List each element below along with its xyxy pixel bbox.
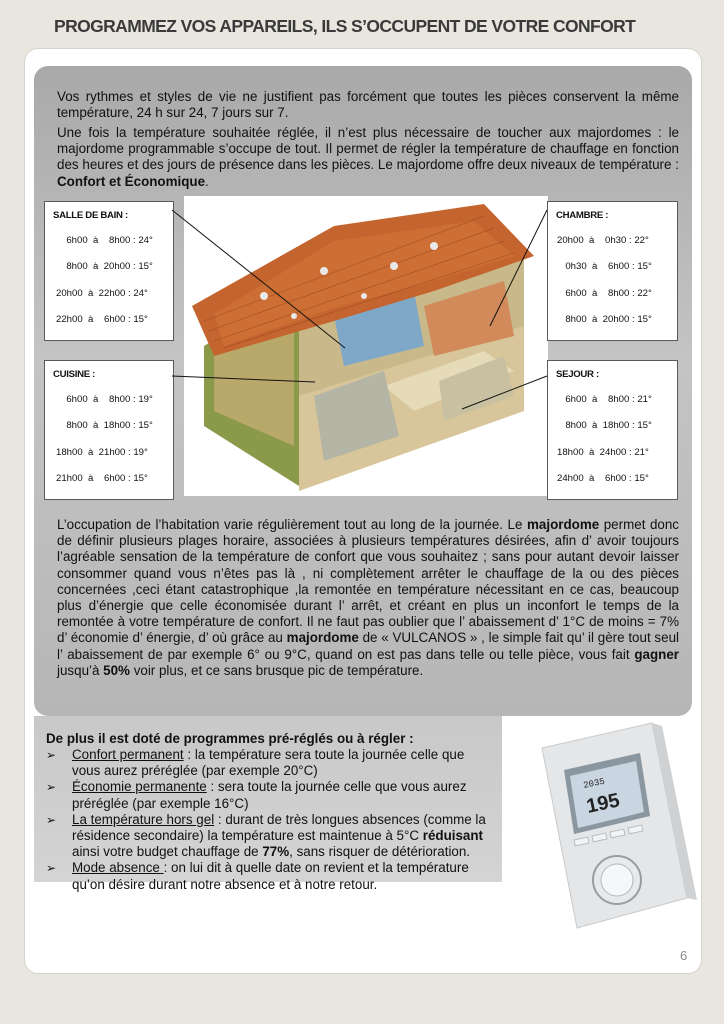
thermostat-display-main: 195 [584, 789, 622, 818]
arrow-bullet-icon: ➢ [46, 748, 57, 762]
page-title: PROGRAMMEZ VOS APPAREILS, ILS S’OCCUPENT DE VOTRE CONFORT [54, 16, 636, 36]
page-number: 6 [680, 948, 688, 963]
schedule-sejour [547, 360, 678, 500]
schedule-row: 20h00 à 0h30 : 22° [557, 235, 649, 246]
intro-text: Une fois la température souhaitée réglée, il n’est plus nécessaire de toucher aux majordomes : le majordome programmable s’occupe de tout. Il permet de régler la température de chauffage en fonction des heures et des jours de présence dans les pièces. Le majordome offre deux niveaux de température : [57, 125, 679, 173]
schedule-row: 22h00 à 6h00 : 15° [56, 314, 148, 325]
program-item [46, 747, 496, 779]
schedule-row: 6h00 à 8h00 : 19° [61, 394, 153, 405]
schedule-salle-de-bain [44, 201, 174, 341]
schedule-title: CUISINE : [53, 369, 96, 380]
house-illustration [184, 196, 548, 496]
schedule-row: 6h00 à 8h00 : 21° [560, 394, 652, 405]
schedule-row: 0h30 à 6h00 : 15° [560, 261, 652, 272]
arrow-bullet-icon: ➢ [46, 861, 57, 876]
schedule-cuisine [44, 360, 174, 500]
occupation-text: L’occupation de l’habitation varie régulièrement tout au long de la journée. Le [57, 517, 527, 532]
program-text: : sera toute la journée celle que vous aurez préréglée (par exemple 16°C) [72, 779, 467, 811]
program-text: ainsi votre budget chauffage de [72, 844, 263, 860]
schedule-row: 8h00 à 20h00 : 15° [560, 314, 652, 325]
arrow-bullet-icon: ➢ [46, 780, 57, 795]
schedule-row: 20h00 à 22h00 : 24° [56, 288, 148, 299]
occupation-text: de « VULCANOS » , le simple fait qu’ il gère tout seul l’ abaissement de par exemple 6° ou 9°C, quand on est pas dans telle ou telle pièce, vous fait [57, 630, 679, 662]
program-text: : on lui dit à quelle date on revient et la température qu’on désire durant notre absence et à notre retour. [72, 860, 469, 892]
schedule-title: SALLE DE BAIN : [53, 210, 128, 221]
program-text: : la température sera toute la journée celle que vous aurez préréglée (par exemple 20°C) [72, 747, 465, 779]
occupation-bold: majordome [527, 517, 600, 532]
program-item [46, 779, 496, 811]
intro-paragraph-2 [57, 125, 679, 190]
occupation-text: voir plus, et ce sans brusque pic de température. [129, 662, 424, 678]
program-item [46, 812, 496, 861]
schedule-row: 6h00 à 8h00 : 24° [61, 235, 153, 246]
intro-paragraph-1: Vos rythmes et styles de vie ne justifient pas forcément que toutes les pièces conservent la même température, 24 h sur 24, 7 jours sur 7. [57, 89, 679, 121]
program-label: La température hors gel [72, 811, 215, 827]
occupation-bold: 50% [103, 662, 130, 678]
schedule-chambre [547, 201, 678, 341]
occupation-paragraph [57, 517, 679, 679]
thermostat-photo [502, 718, 698, 938]
occupation-bold: majordome [286, 630, 359, 646]
program-bold: 77% [262, 844, 290, 860]
programs-heading: De plus il est doté de programmes pré-réglés ou à régler : [46, 731, 414, 746]
arrow-bullet-icon: ➢ [46, 812, 57, 827]
thermostat-display-top: 2035 [582, 776, 606, 791]
schedule-title: CHAMBRE : [556, 210, 609, 221]
schedule-row: 8h00 à 18h00 : 15° [61, 420, 153, 431]
program-label: Mode absence [72, 860, 164, 876]
schedule-title: SEJOUR : [556, 369, 599, 380]
intro-end: . [205, 173, 209, 189]
program-bold: réduisant [422, 828, 484, 844]
schedule-row: 21h00 à 6h00 : 15° [56, 473, 148, 484]
program-item [46, 860, 496, 892]
schedule-row: 18h00 à 21h00 : 19° [56, 447, 148, 458]
program-label: Confort permanent [72, 747, 184, 762]
schedule-row: 8h00 à 20h00 : 15° [61, 261, 153, 272]
programs-list [46, 747, 496, 893]
occupation-text: permet donc de définir plusieurs plages horaire, associées à plusieurs températures désirées, afin d’ avoir toujours l’agréable sensation de la température de confort que vous souhaitez ; sans pour autant devoir laisser consommer quand vous n’êtes pas là , ni complètement arrêter le chauffage de la ou des pièces concernées ,ceci étant catastrophique ,la remontée en température nécessitant en ce cas, beaucoup plus d’énergie que celle économisée durant l’ arrêt, et créant en plus un inconfort le temps de la remontée à votre température de confort. Il ne faut pas oublier que l’ abaissement d’ 1°C de moins = 7% d’ économie d’ énergie, d’ où grâce au [57, 517, 679, 646]
occupation-bold: gagner [634, 646, 679, 662]
program-label: Économie permanente [72, 779, 207, 795]
schedule-row: 24h00 à 6h00 : 15° [557, 473, 649, 484]
schedule-row: 8h00 à 18h00 : 15° [560, 420, 652, 431]
occupation-text: jusqu’à [57, 662, 104, 678]
schedule-row: 6h00 à 8h00 : 22° [560, 288, 652, 299]
program-text: , sans risquer de détérioration. [289, 844, 471, 860]
program-text: : durant de très longues absences (comme la résidence secondaire) la température est maintenue à 5°C [72, 811, 486, 844]
comfort-levels: Confort et Économique [57, 173, 206, 189]
schedule-row: 18h00 à 24h00 : 21° [557, 447, 649, 458]
